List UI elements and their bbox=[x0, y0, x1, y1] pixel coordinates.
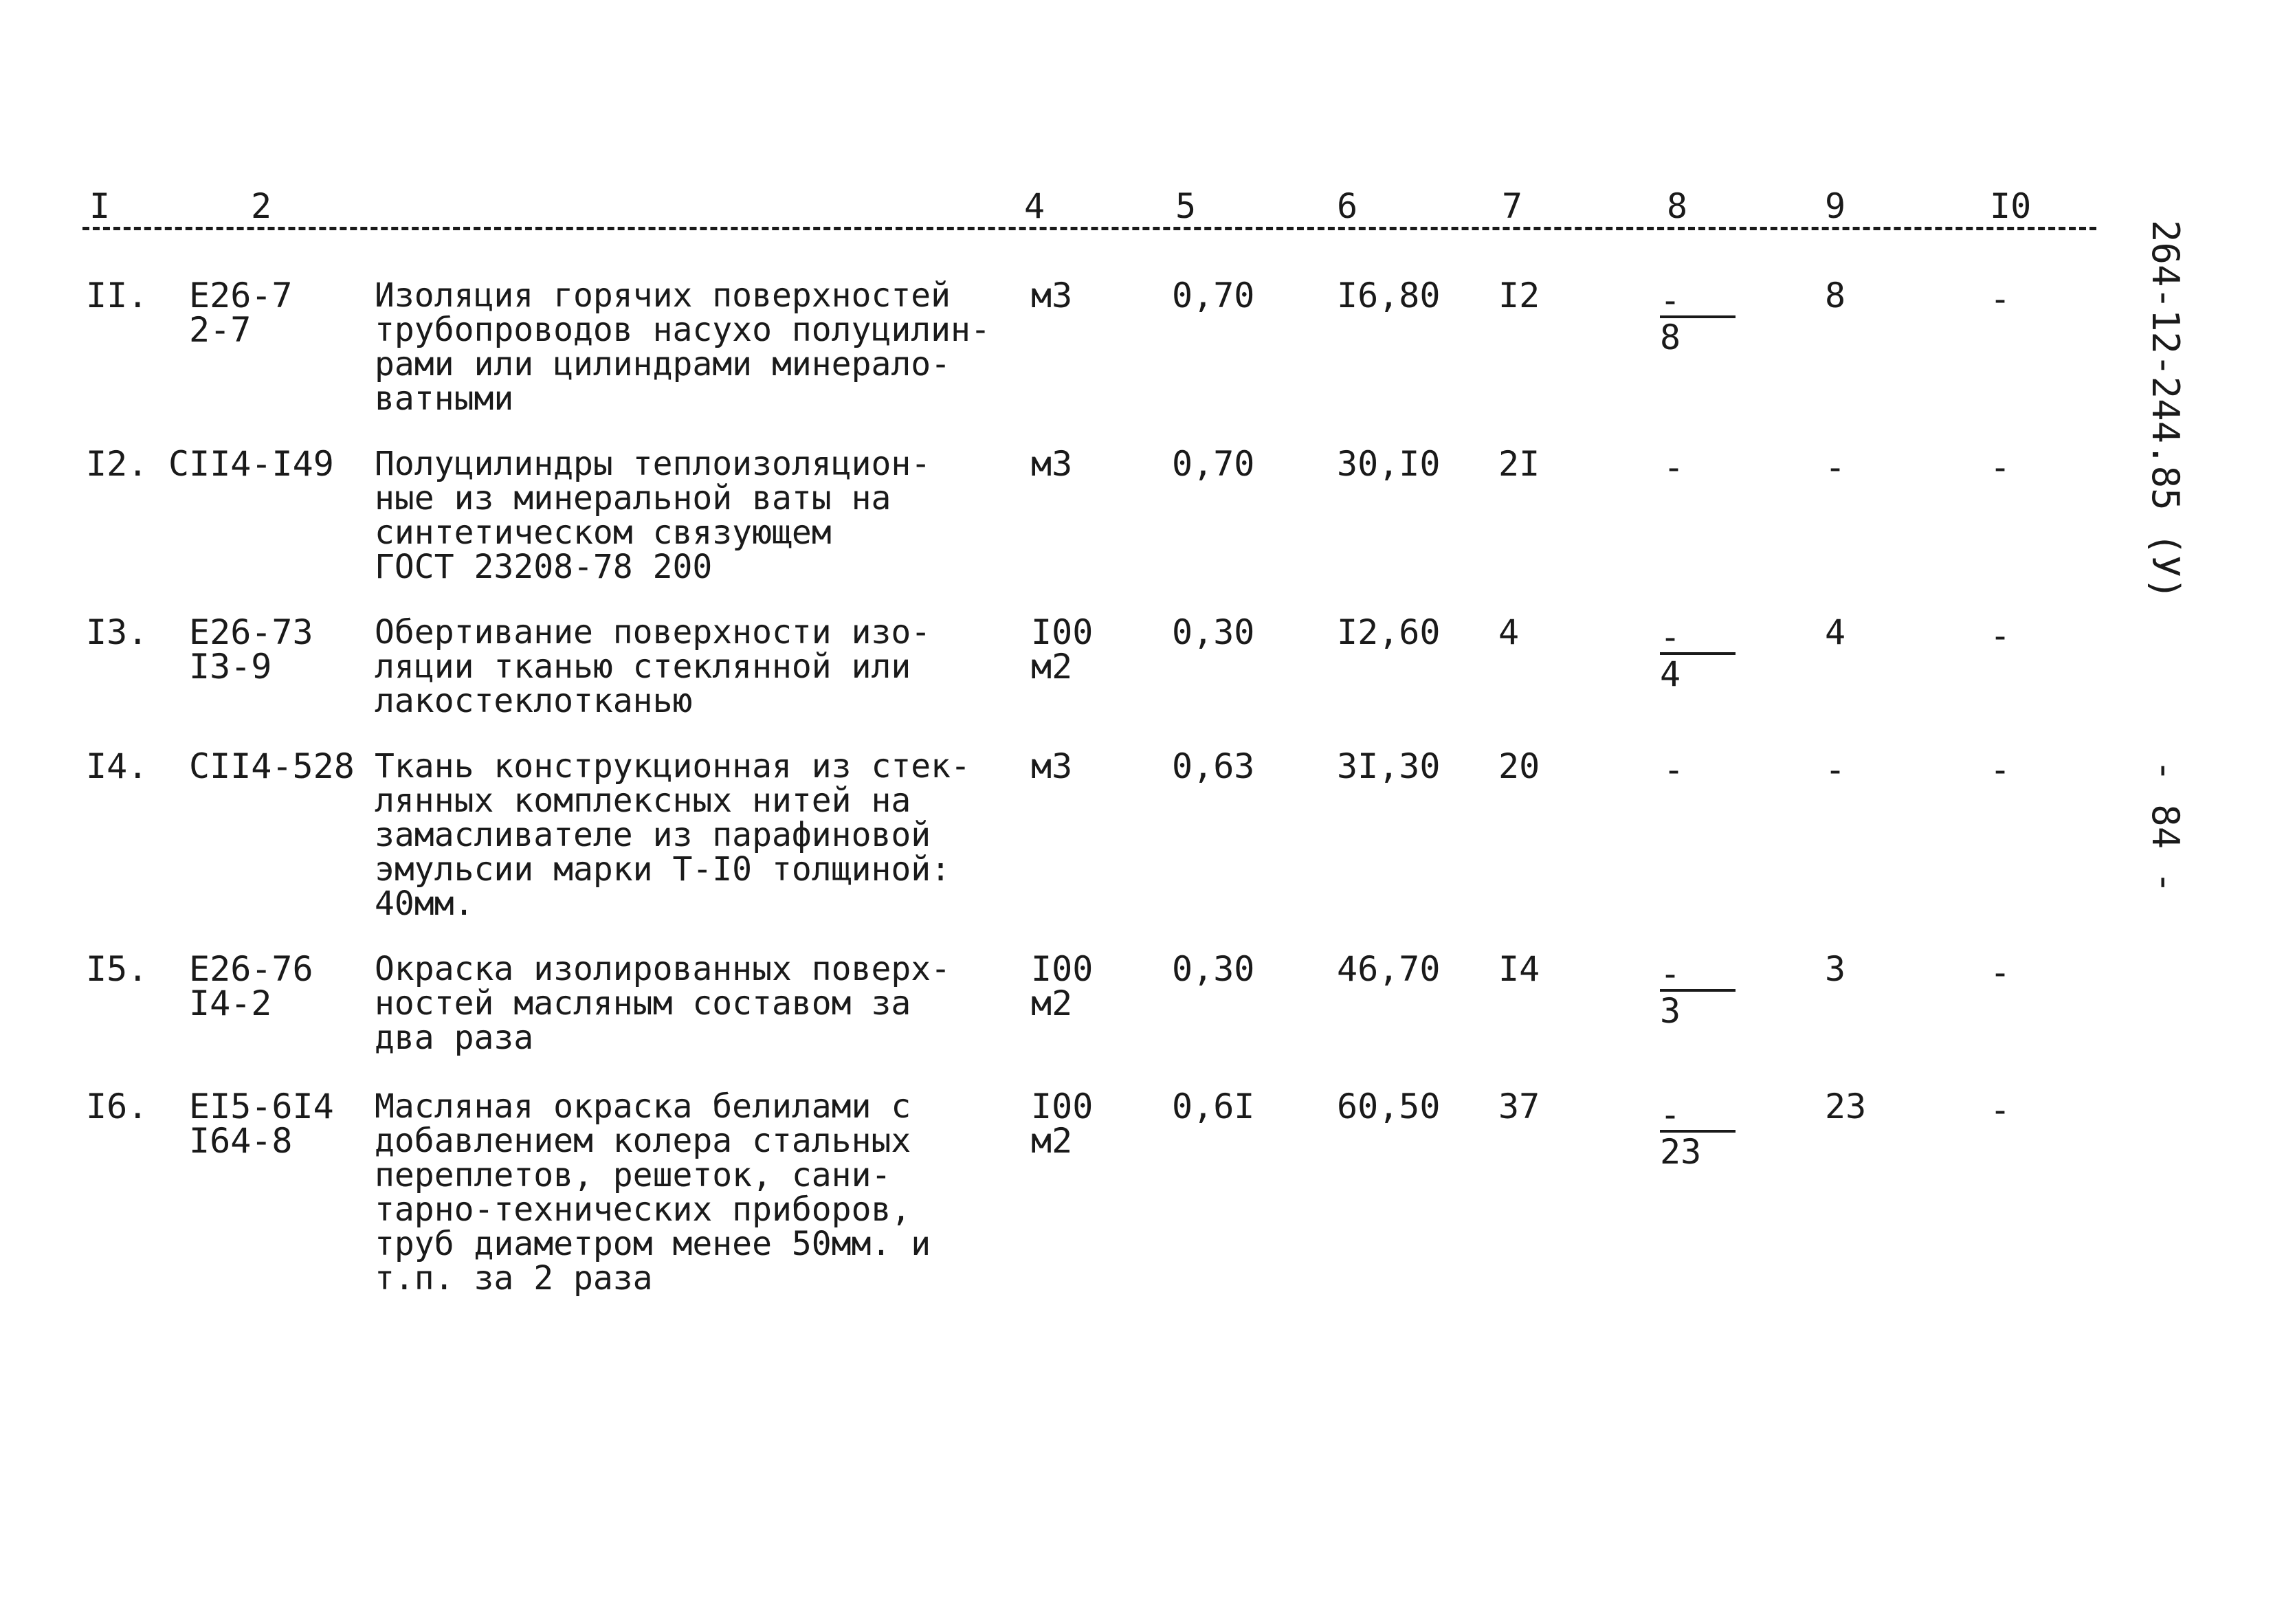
row-unit: м3 bbox=[1031, 444, 1073, 484]
row-col5: 0,63 bbox=[1172, 746, 1255, 786]
document-code: 264-12-244.85 (У) bbox=[2144, 220, 2187, 600]
side-annotation bbox=[2144, 220, 2186, 893]
column-header-9: 9 bbox=[1825, 186, 1846, 226]
row-col10: - bbox=[1990, 616, 2011, 656]
column-header-7: 7 bbox=[1502, 186, 1523, 226]
row-code: Е26-7 2-7 bbox=[189, 276, 293, 350]
row-col10: - bbox=[1990, 279, 2011, 319]
fraction-numerator: - bbox=[1660, 280, 1681, 320]
row-code: СII4-I49 bbox=[168, 444, 334, 484]
row-number: I4. bbox=[86, 746, 148, 786]
row-unit: I00 м2 bbox=[1031, 612, 1094, 687]
row-code: Е26-73 I3-9 bbox=[189, 612, 313, 687]
row-col6: I2,60 bbox=[1337, 612, 1441, 652]
row-code: Е26-76 I4-2 bbox=[189, 949, 313, 1023]
row-col6: I6,80 bbox=[1337, 276, 1441, 315]
row-code: ЕI5-6I4 I64-8 bbox=[189, 1087, 334, 1161]
row-number: I6. bbox=[86, 1087, 148, 1126]
fraction-denominator: 4 bbox=[1660, 652, 1736, 692]
column-header-8: 8 bbox=[1667, 186, 1688, 226]
row-col8: - bbox=[1663, 750, 1685, 790]
row-col6: 30,I0 bbox=[1337, 444, 1441, 484]
row-col9: 23 bbox=[1825, 1087, 1867, 1126]
fraction-denominator: 8 bbox=[1660, 315, 1736, 355]
row-description: Окраска изолированных поверх- ностей масляным составом за два раза bbox=[375, 950, 951, 1057]
row-description: Полуцилиндры теплоизоляцион- ные из минеральной ваты на синтетическом связующем ГОСТ 23208-78 200 bbox=[375, 445, 931, 586]
row-col7: 37 bbox=[1498, 1087, 1540, 1126]
header-divider bbox=[82, 227, 2096, 230]
column-header-2: 2 bbox=[251, 186, 272, 226]
row-col8-fraction bbox=[1660, 954, 1736, 1031]
fraction-numerator: - bbox=[1660, 1095, 1681, 1135]
row-number: I2. bbox=[86, 444, 148, 484]
row-col9: 3 bbox=[1825, 949, 1846, 989]
row-col6: 60,50 bbox=[1337, 1087, 1441, 1126]
row-unit: I00 м2 bbox=[1031, 949, 1094, 1023]
row-col5: 0,30 bbox=[1172, 612, 1255, 652]
fraction-denominator: 23 bbox=[1660, 1130, 1736, 1170]
row-col7: 20 bbox=[1498, 746, 1540, 786]
row-col8-fraction bbox=[1660, 1095, 1736, 1172]
row-col9: - bbox=[1825, 447, 1846, 487]
fraction-denominator: 3 bbox=[1660, 989, 1736, 1029]
row-unit: м3 bbox=[1031, 746, 1073, 786]
row-col10: - bbox=[1990, 750, 2011, 790]
row-description: Масляная окраска белилами с добавлением колера стальных переплетов, решеток, сани- тарно-технических приборов, труб диаметром менее 50мм. и т.п. за 2 раза bbox=[375, 1087, 931, 1298]
fraction-numerator: - bbox=[1660, 954, 1681, 994]
row-unit: I00 м2 bbox=[1031, 1087, 1094, 1161]
column-header-10: I0 bbox=[1990, 186, 2032, 226]
row-col10: - bbox=[1990, 447, 2011, 487]
row-col10: - bbox=[1990, 953, 2011, 992]
row-col5: 0,30 bbox=[1172, 949, 1255, 989]
row-number: I5. bbox=[86, 949, 148, 989]
row-description: Изоляция горячих поверхностей трубопроводов насухо полуцилин- рами или цилиндрами минерало- ватными bbox=[375, 276, 990, 418]
row-col7: I2 bbox=[1498, 276, 1540, 315]
fraction-numerator: - bbox=[1660, 617, 1681, 657]
column-header-1: I bbox=[89, 186, 111, 226]
row-col7: 4 bbox=[1498, 612, 1520, 652]
row-col7: I4 bbox=[1498, 949, 1540, 989]
column-header-4: 4 bbox=[1024, 186, 1045, 226]
row-col7: 2I bbox=[1498, 444, 1540, 484]
row-unit: м3 bbox=[1031, 276, 1073, 315]
row-col9: - bbox=[1825, 750, 1846, 790]
row-col9: 4 bbox=[1825, 612, 1846, 652]
row-description: Обертивание поверхности изо- ляции тканью стеклянной или лакостеклотканью bbox=[375, 613, 931, 720]
row-code: СII4-528 bbox=[189, 746, 355, 786]
row-col10: - bbox=[1990, 1090, 2011, 1130]
row-number: I3. bbox=[86, 612, 148, 652]
column-header-6: 6 bbox=[1337, 186, 1358, 226]
row-col8-fraction bbox=[1660, 617, 1736, 694]
row-col6: 3I,30 bbox=[1337, 746, 1441, 786]
column-header-5: 5 bbox=[1175, 186, 1197, 226]
page-number: - 84 - bbox=[2144, 759, 2187, 894]
row-col9: 8 bbox=[1825, 276, 1846, 315]
row-col5: 0,70 bbox=[1172, 276, 1255, 315]
row-description: Ткань конструкционная из стек- лянных комплексных нитей на замасливателе из парафиновой эмульсии марки Т-I0 толщиной: 40мм. bbox=[375, 747, 971, 923]
row-col8-fraction bbox=[1660, 280, 1736, 357]
row-col5: 0,6I bbox=[1172, 1087, 1255, 1126]
row-col6: 46,70 bbox=[1337, 949, 1441, 989]
row-number: II. bbox=[86, 276, 148, 315]
row-col8: - bbox=[1663, 447, 1685, 487]
row-col5: 0,70 bbox=[1172, 444, 1255, 484]
